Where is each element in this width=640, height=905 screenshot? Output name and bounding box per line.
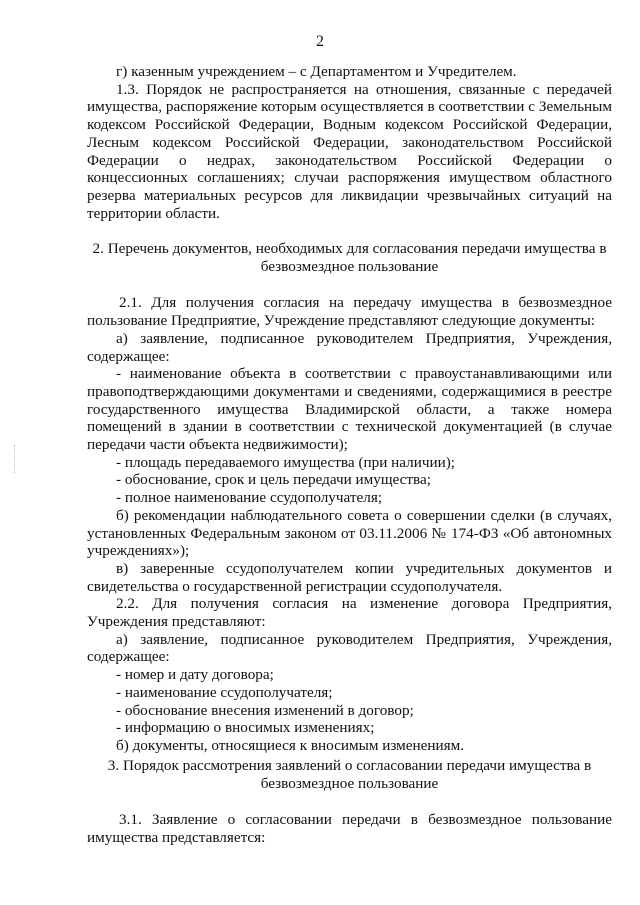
list-item: - номер и дату договора; [116, 666, 274, 684]
paragraph-2-2-a: а) заявление, подписанное руководителем Предприятия, Учреждения, содержащее: [87, 630, 612, 666]
paragraph-1-3: 1.3. Порядок не распространяется на отношения, связанные с передачей имущества, распоряжение которым осуществляется в соответствии с Земельным кодексом Российской Федерации, Водным кодексом Российской Федерации, Лесным кодексом Российской Федерации, законодательством Российской Федерации о недрах, законодательством Российской Федерации о концессионных соглашениях; случаи распоряжения имуществом областного резерва материальных ресурсов для ликвидации чрезвычайных ситуаций на территории области. [87, 80, 612, 222]
paragraph-2-1: 2.1. Для получения согласия на передачу имущества в безвозмездное пользование Предприятие, Учреждение представляют следующие документы: [87, 294, 612, 330]
section-3 [87, 757, 612, 847]
list-item: - обоснование, срок и цель передачи имущества; [116, 471, 431, 489]
list-item: - наименование ссудополучателя; [116, 683, 333, 701]
paragraph-2-1-v: в) заверенные ссудополучателем копии учредительных документов и свидетельства о государственной регистрации ссудополучателя. [87, 559, 612, 595]
paragraph-1-2-g: г) казенным учреждением – с Департаментом и Учредителем. [116, 63, 517, 80]
section-2 [87, 240, 612, 755]
paragraph-2-2-b: б) документы, относящиеся к вносимым изменениям. [116, 736, 465, 754]
list-item: - наименование объекта в соответствии с правоустанавливающими или правоподтверждающими документами и сведениями, содержащимися в реестре государственного имущества Владимирской области, а также номера помещений в здании в соответствии с технической документацией (в случае передачи части объекта недвижимости); [87, 365, 612, 454]
paragraph-2-1-a: а) заявление, подписанное руководителем Предприятия, Учреждения, содержащее: [87, 329, 612, 365]
paragraph-2-2: 2.2. Для получения согласия на изменение договора Предприятия, Учреждения представляют: [87, 595, 612, 631]
list-item: - обоснование внесения изменений в договор; [116, 701, 414, 719]
paragraph-3-1: 3.1. Заявление о согласовании передачи в безвозмездное пользование имущества представляется: [87, 811, 612, 847]
section-2-heading: 2. Перечень документов, необходимых для согласования передачи имущества в безвозмездное пользование [92, 240, 607, 275]
list-item: - полное наименование ссудополучателя; [116, 489, 383, 507]
paragraph-2-1-b: б) рекомендации наблюдательного совета о совершении сделки (в случаях, установленных Федеральным законом от 03.11.2006 № 174-ФЗ «Об автономных учреждениях»); [87, 506, 612, 560]
list-item: - площадь передаваемого имущества (при наличии); [116, 453, 456, 471]
scan-artifact [14, 445, 18, 473]
page-number: 2 [316, 33, 324, 50]
page-body [87, 63, 612, 222]
section-3-heading: 3. Порядок рассмотрения заявлений о согласовании передачи имущества в безвозмездное пользование [107, 757, 592, 792]
list-item: - информацию о вносимых изменениях; [116, 719, 375, 737]
